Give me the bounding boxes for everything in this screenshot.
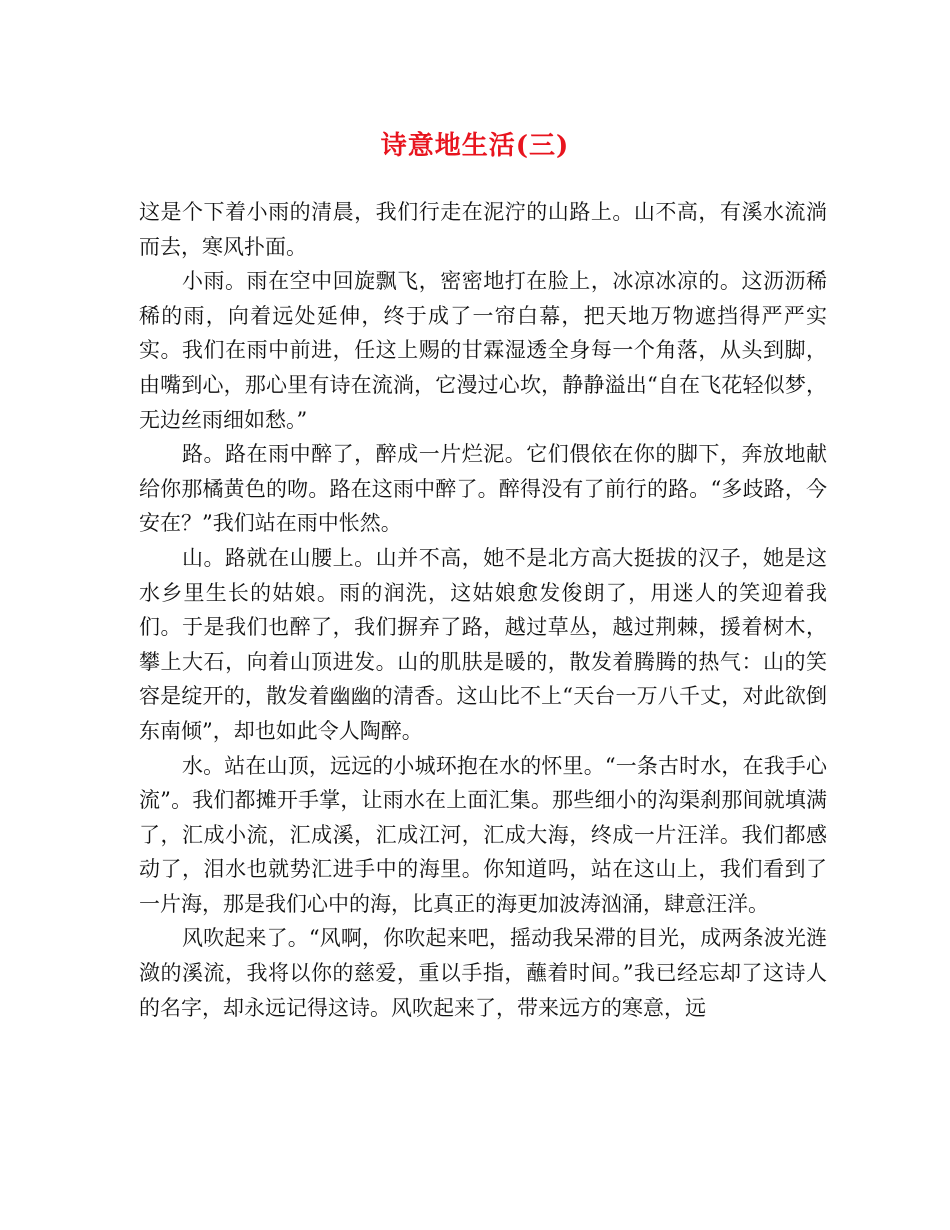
paragraph-intro: 这是个下着小雨的清晨，我们行走在泥泞的山路上。山不高，有溪水流淌而去，寒风扑面。 [139,200,827,259]
paragraph-road: 路。路在雨中醉了，醉成一片烂泥。它们偎依在你的脚下，奔放地献给你那橘黄色的吻。路在这雨中醉了。醉得没有了前行的路。“多歧路，今安在？”我们站在雨中怅然。 [139,442,827,536]
paragraph-mountain: 山。路就在山腰上。山并不高，她不是北方高大挺拔的汉子，她是这水乡里生长的姑娘。雨的润洗，这姑娘愈发俊朗了，用迷人的笑迎着我们。于是我们也醉了，我们摒弃了路，越过草丛，越过荆棘，援着树木，攀上大石，向着山顶进发。山的肌肤是暖的，散发着腾腾的热气：山的笑容是绽开的，散发着幽幽的清香。这山比不上“天台一万八千丈，对此欲倒东南倾”，却也如此令人陶醉。 [139,545,827,743]
paragraph-wind: 风吹起来了。“风啊，你吹起来吧，摇动我呆滞的目光，成两条波光涟潋的溪流，我将以你的慈爱，重以手指，蘸着时间。”我已经忘却了这诗人的名字，却永远记得这诗。风吹起来了，带来远方的寒意，远 [139,926,827,1020]
page-title: 诗意地生活(三) [380,131,570,161]
document-body [139,195,827,1025]
paragraph-water: 水。站在山顶，远远的小城环抱在水的怀里。“一条古时水，在我手心流”。我们都摊开手掌，让雨水在上面汇集。那些细小的沟渠刹那间就填满了，汇成小流，汇成溪，汇成江河，汇成大海，终成一片汪洋。我们都感动了，泪水也就势汇进手中的海里。你知道吗，站在这山上，我们看到了一片海，那是我们心中的海，比真正的海更加波涛汹涌，肆意汪洋。 [139,753,827,916]
paragraph-rain: 小雨。雨在空中回旋飘飞，密密地打在脸上，冰凉冰凉的。这沥沥稀稀的雨，向着远处延伸，终于成了一帘白幕，把天地万物遮挡得严严实实。我们在雨中前进，任这上赐的甘霖湿透全身每一个角落，从头到脚，由嘴到心，那心里有诗在流淌，它漫过心坎，静静溢出“自在飞花轻似梦，无边丝雨细如愁。” [139,269,827,432]
